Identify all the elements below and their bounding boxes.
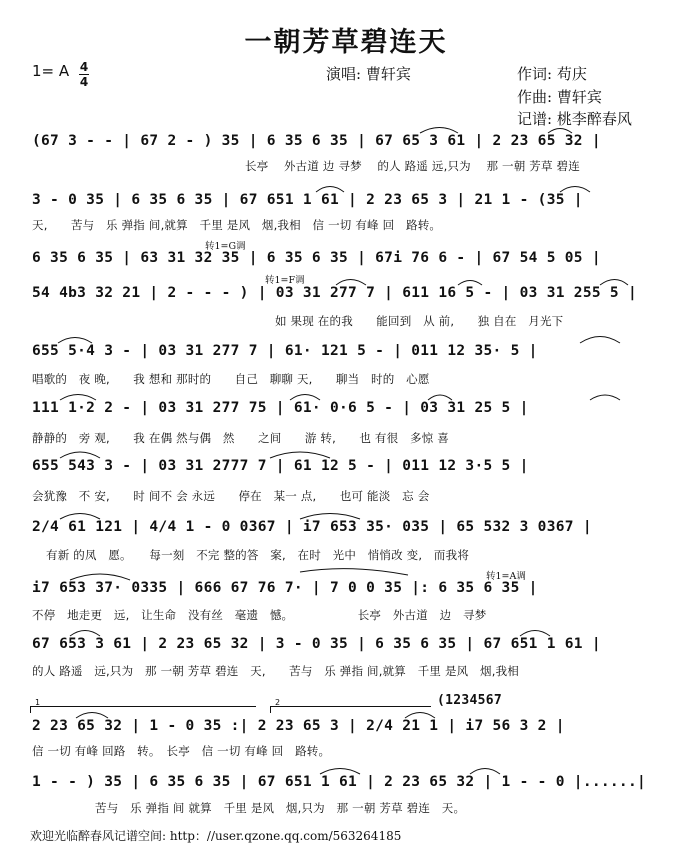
time-signature: [79, 61, 89, 88]
footer-text: 欢迎光临醉春风记谱空间: http：//user.qzone.qq.com/563264185: [30, 829, 402, 843]
lyric-line-1: 长亭 外古道 边 寻梦 的人 路遥 远,只为 那 一朝 芳草 碧连: [245, 159, 580, 173]
lyric-line-4: 如 果现 在的我 能回到 从 前, 独 自在 月光下: [275, 314, 564, 328]
lyricist-credit: [517, 63, 587, 84]
lyricist-label: 作词:: [517, 65, 553, 83]
volta-2-label: 2: [275, 698, 281, 707]
transcriber-label: 记谱:: [517, 110, 553, 128]
lyric-line-8: 有新 的凤 愿。 每一刻 不完 整的答 案, 在时 光中 悄悄改 变, 而我将: [46, 548, 470, 562]
lyric-line-11: 信 一切 有峰 回路 转。 长亭 信 一切 有峰 回 路转。: [32, 744, 331, 758]
lyric-line-9: 不停 地走更 远, 让生命 没有丝 毫遗 憾。 长亭 外古道 边 寻梦: [32, 608, 487, 622]
notation-line-12: 1 - - ) 35 | 6 35 6 35 | 67 651 1 61 | 2 23 65 32 | 1 - - 0 |......|: [32, 774, 647, 790]
notation-line-2: 3 - 0 35 | 6 35 6 35 | 67 651 1 61 | 2 23 65 3 | 21 1 - (35 |: [32, 192, 583, 208]
lyric-line-10: 的人 路遥 远,只为 那 一朝 芳草 碧连 天, 苦与 乐 弹指 间,就算 千里 是风 烟,我相: [32, 664, 520, 678]
singer-name: 曹轩宾: [365, 65, 411, 83]
notation-line-3: 6 35 6 35 | 63 31 32 35 | 6 35 6 35 | 67i 76 6 - | 67 54 5 05 |: [32, 250, 601, 266]
notation-line-9: i7 653 37· 0335 | 666 67 76 7· | 7 0 0 35 |: 6 35 6 35 |: [32, 580, 538, 596]
notation-line-1: (67 3 - - | 67 2 - ) 35 | 6 35 6 35 | 67 65 3 61 | 2 23 65 32 |: [32, 133, 601, 149]
key-signature: 1= A: [32, 62, 70, 80]
notation-line-11: 2 23 65 32 | 1 - 0 35 :| 2 23 65 3 | 2/4 21 1 | i7 56 3 2 |: [32, 718, 565, 734]
volta-1-label: 1: [35, 698, 41, 707]
singer-credit: [326, 63, 411, 84]
lyric-line-5: 唱歌的 夜 晚, 我 想和 那时的 自己 聊聊 天, 聊当 时的 心愿: [32, 372, 430, 386]
time-signature-top: 4: [79, 60, 89, 74]
bracket-notes: (1234567: [437, 693, 503, 708]
song-title: 一朝芳草碧连天: [244, 27, 448, 58]
time-signature-bottom: 4: [79, 75, 89, 89]
lyric-line-2: 天, 苦与 乐 弹指 间,就算 千里 是风 烟,我相 信 一切 有峰 回 路转。: [32, 218, 442, 232]
composer-credit: [517, 86, 602, 107]
lyricist-name: 苟庆: [556, 65, 587, 83]
lyric-line-7: 会犹豫 不 安, 时 间不 会 永远 停在 某一 点, 也可 能淡 忘 会: [32, 489, 430, 503]
key-change-g: 转1=G调: [205, 241, 246, 252]
first-ending-bracket: [30, 698, 256, 713]
lyric-line-6: 静静的 旁 观, 我 在偶 然与偶 然 之间 游 转, 也 有很 多惊 喜: [32, 431, 449, 445]
notation-line-10: 67 653 3 61 | 2 23 65 32 | 3 - 0 35 | 6 35 6 35 | 67 651 1 61 |: [32, 636, 601, 652]
notation-line-6: 111 1·2 2 - | 03 31 277 75 | 61· 0·6 5 - | 03 31 25 5 |: [32, 400, 529, 416]
second-ending-bracket: [270, 698, 431, 713]
notation-line-8: 2/4 61 121 | 4/4 1 - 0 0367 | i7 653 35· 035 | 65 532 3 0367 |: [32, 519, 592, 535]
notation-line-5: 655 5·4 3 - | 03 31 277 7 | 61· 121 5 - | 011 12 35· 5 |: [32, 343, 538, 359]
composer-name: 曹轩宾: [556, 88, 602, 106]
singer-label: 演唱:: [326, 65, 362, 83]
notation-line-4: 54 4b3 32 21 | 2 - - - ) | 03 31 277 7 | 611 16 5 - | 03 31 255 5 |: [32, 285, 637, 301]
transcriber-name: 桃李醉春风: [556, 110, 632, 128]
composer-label: 作曲:: [517, 88, 553, 106]
key-change-f: 转1=F调: [265, 275, 305, 286]
transcriber-credit: [517, 108, 632, 129]
key-change-a: 转1=A调: [486, 571, 526, 582]
notation-line-7: 655 543 3 - | 03 31 2777 7 | 61 12 5 - | 011 12 3·5 5 |: [32, 458, 529, 474]
lyric-line-12: 苦与 乐 弹指 间 就算 千里 是风 烟,只为 那 一朝 芳草 碧连 天。: [95, 801, 466, 815]
